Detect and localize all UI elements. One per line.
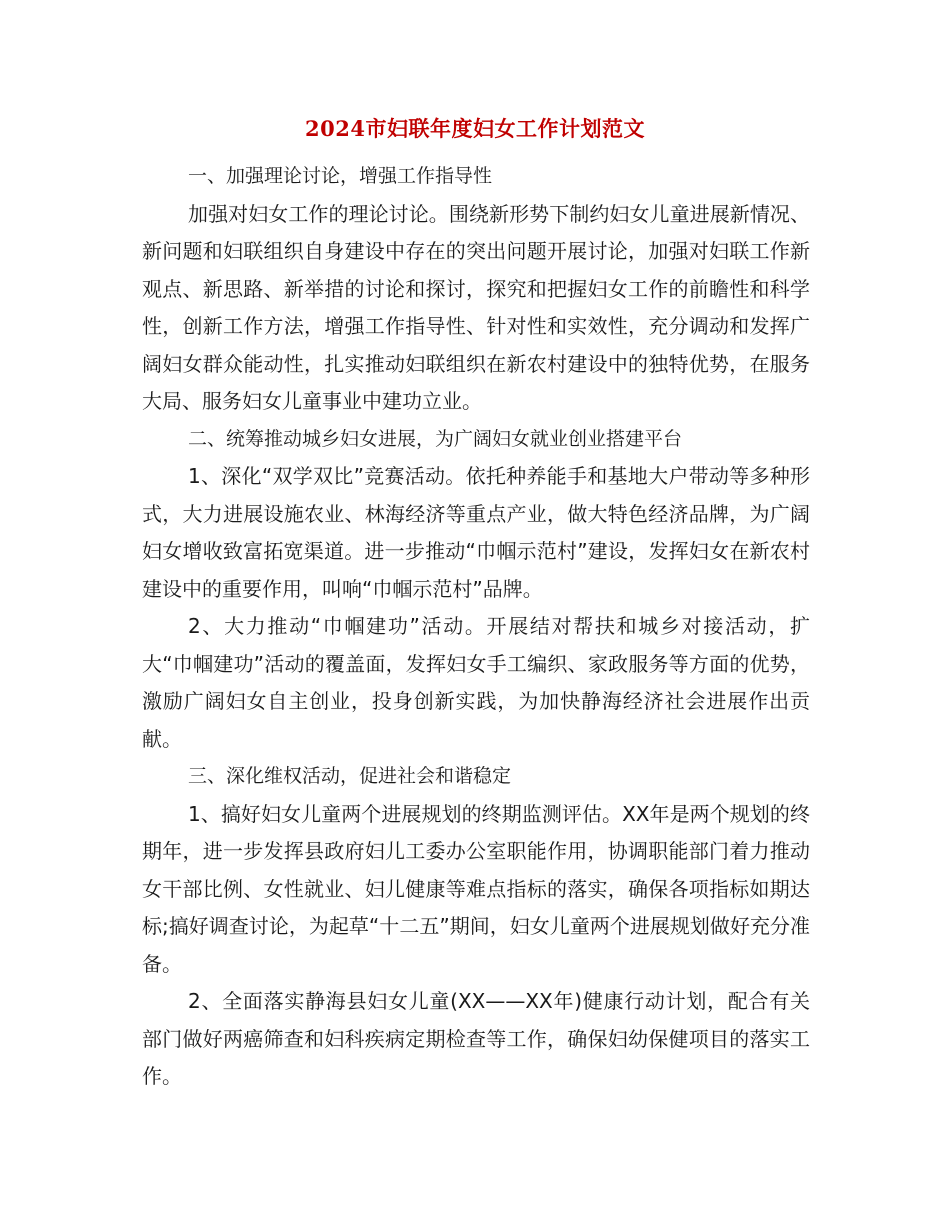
paragraph-4: 1、搞好妇女儿童两个进展规划的终期监测评估。XX年是两个规划的终期年，进一步发挥县政府妇儿工委办公室职能作用，协调职能部门着力推动女干部比例、女性就业、妇儿健康等难点指标的落实，确保各项指标如期达标;搞好调查讨论，为起草“十二五”期间，妇女儿童两个进展规划做好充分准备。	[142, 801, 810, 976]
paragraph-3: 2、大力推动“巾帼建功”活动。开展结对帮扶和城乡对接活动，扩大“巾帼建功”活动的覆盖面，发挥妇女手工编织、家政服务等方面的优势，激励广阔妇女自主创业，投身创新实践，为加快静海经济社会进展作出贡献。	[142, 614, 810, 751]
paragraph-5: 2、全面落实静海县妇女儿童(XX——XX年)健康行动计划，配合有关部门做好两癌筛查和妇科疾病定期检查等工作，确保妇幼保健项目的落实工作。	[142, 989, 810, 1088]
section-heading-2: 二、统筹推动城乡妇女进展，为广阔妇女就业创业搭建平台	[188, 427, 683, 450]
section-heading-3: 三、深化维权活动，促进社会和谐稳定	[188, 765, 512, 787]
paragraph-1: 加强对妇女工作的理论讨论。围绕新形势下制约妇女儿童进展新情况、新问题和妇联组织自身建设中存在的突出问题开展讨论，加强对妇联工作新观点、新思路、新举措的讨论和探讨，探究和把握妇女工作的前瞻性和科学性，创新工作方法，增强工作指导性、针对性和实效性，充分调动和发挥广阔妇女群众能动性，扎实推动妇联组织在新农村建设中的独特优势，在服务大局、服务妇女儿童事业中建功立业。	[142, 201, 810, 413]
paragraph-2: 1、深化“双学双比”竞赛活动。依托种养能手和基地大户带动等多种形式，大力进展设施农业、林海经济等重点产业，做大特色经济品牌，为广阔妇女增收致富拓宽渠道。进一步推动“巾帼示范村”建设，发挥妇女在新农村建设中的重要作用，叫响“巾帼示范村”品牌。	[142, 464, 810, 601]
document-title: 2024市妇联年度妇女工作计划范文	[305, 116, 645, 141]
section-heading-1: 一、加强理论讨论，增强工作指导性	[188, 165, 493, 187]
document-body	[142, 158, 810, 1096]
